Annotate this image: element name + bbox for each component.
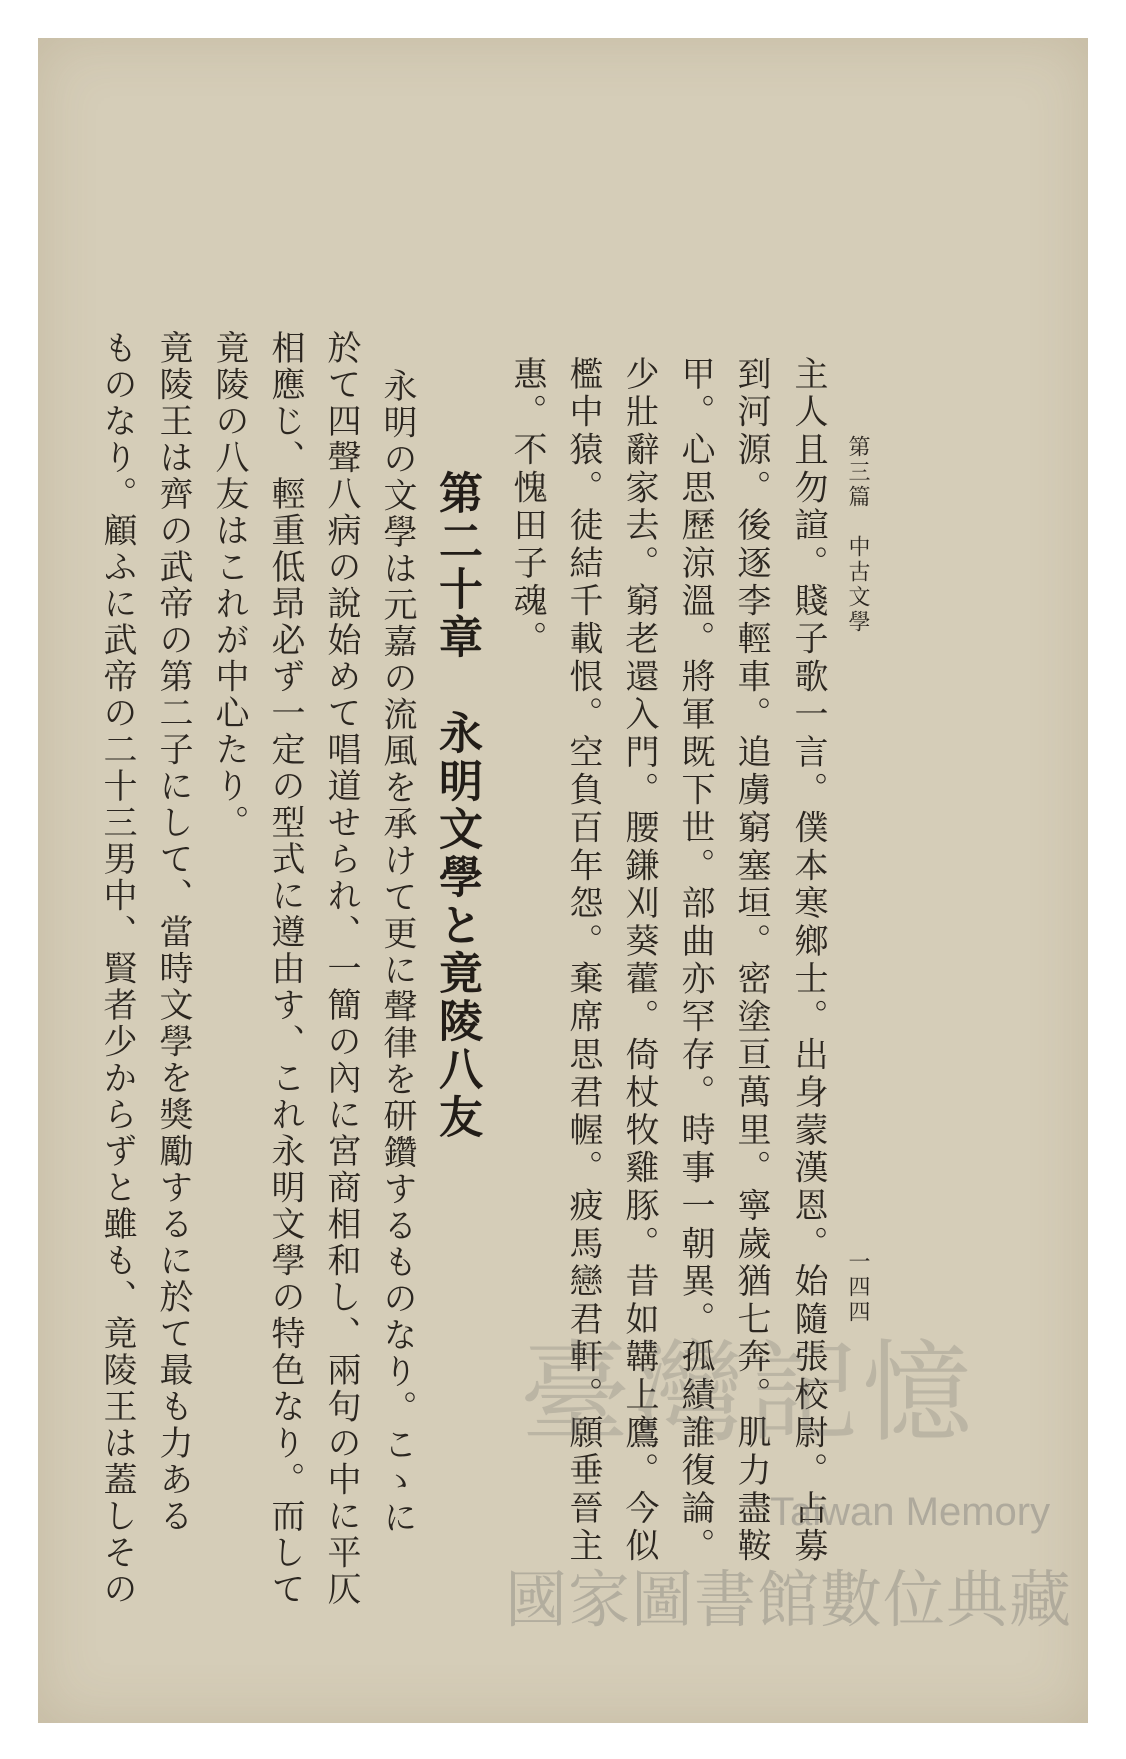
poem-line: 到河源。後逐李輕車。追虜窮塞垣。密塗亘萬里。寧歲猶七奔。肌力盡鞍 <box>731 356 771 1566</box>
body-line: 於て四聲八病の說始めて唱道せられ、一簡の內に宮商相和し、兩句の中に平仄 <box>321 330 361 1608</box>
chapter-title: 第二十章 永明文學と竟陵八友 <box>431 470 482 1142</box>
poem-line: 甲。心思歷涼溫。將軍既下世。部曲亦罕存。時事一朝異。孤績誰復論。 <box>675 356 715 1566</box>
poem-line: 少壯辭家去。窮老還入門。腰鎌刈葵藿。倚杖牧雞豚。昔如韝上鷹。今似 <box>619 356 659 1566</box>
body-line: ものなり。顧ふに武帝の二十三男中、賢者少からずと雖も、竟陵王は蓋しその <box>97 330 137 1608</box>
page-number: 一四四 <box>845 1250 870 1325</box>
section-header: 第三篇 中古文學 <box>845 435 870 635</box>
watermark-logo: 臺灣記憶 <box>520 1329 976 1457</box>
body-line: 竟陵王は齊の武帝の第二子にして、當時文學を獎勵するに於て最も力ある <box>153 330 193 1535</box>
poem-line: 主人且勿諠。賤子歌一言。僕本寒鄉士。出身蒙漢恩。始隨張校尉。占募 <box>788 356 828 1566</box>
body-line: 竟陵の八友はこれが中心たり。 <box>209 330 249 841</box>
body-line: 相應じ、輕重低昻必ず一定の型式に遵由す、これ永明文學の特色なり。而して <box>265 330 305 1608</box>
watermark-english: Taiwan Memory <box>770 1490 1051 1534</box>
poem-line: 檻中猿。徒結千載恨。空負百年怨。棄席思君幄。疲馬戀君軒。願垂晉主 <box>563 356 603 1566</box>
poem-line: 惠。不愧田子魂。 <box>507 356 547 659</box>
watermark-institution: 國家圖書館數位典藏 <box>505 1563 1073 1636</box>
body-line: 永明の文學は元嘉の流風を承けて更に聲律を研鑽するものなり。こゝに <box>377 368 417 1536</box>
